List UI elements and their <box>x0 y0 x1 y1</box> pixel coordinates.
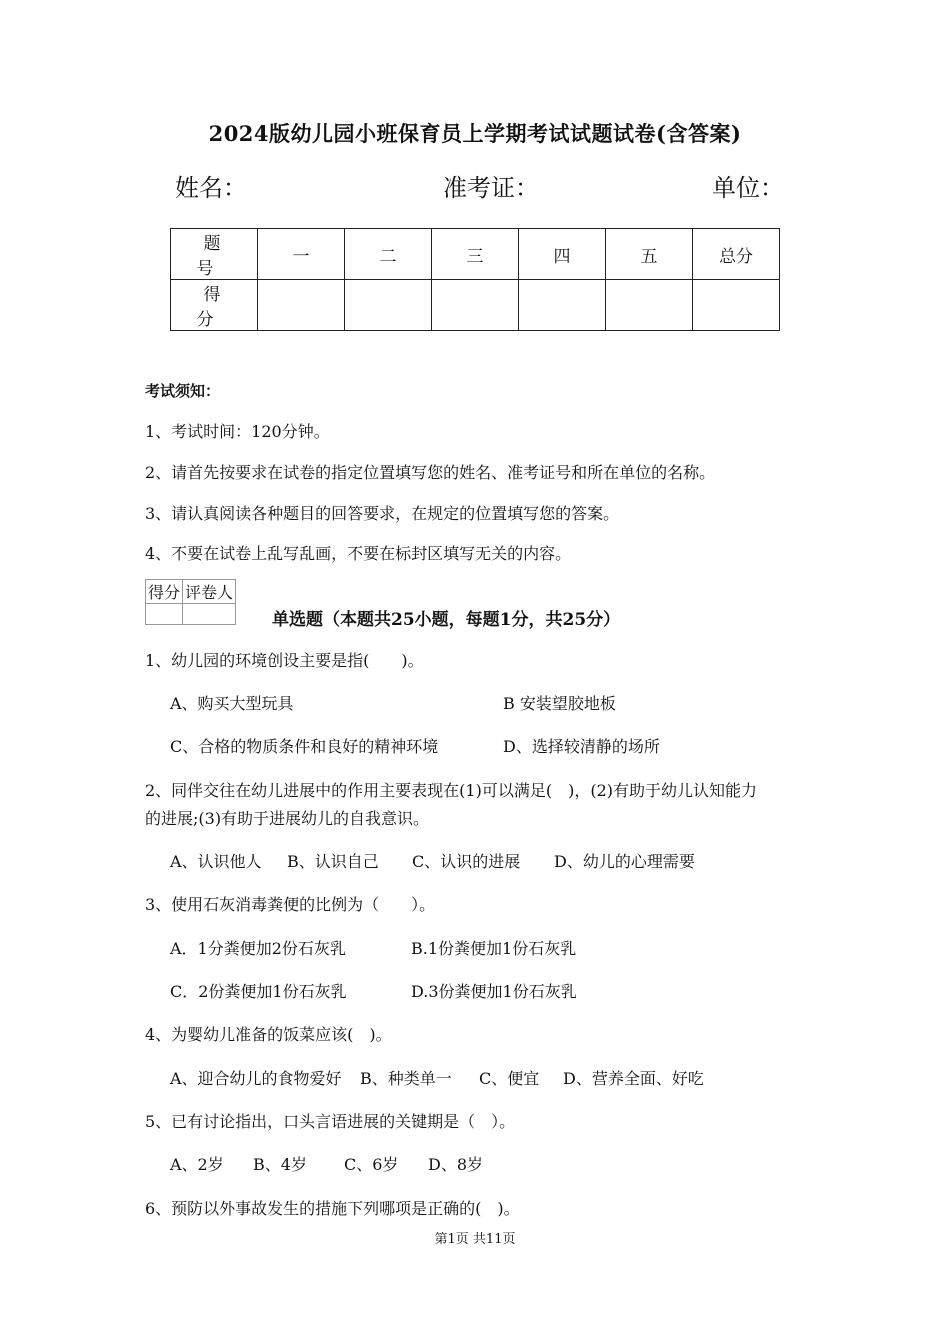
score-table-cell: 总分 <box>693 229 780 280</box>
score-table-cell: 一 <box>258 229 345 280</box>
question-option: B、认识自己 <box>287 852 379 871</box>
score-table-cell: 得 分 <box>171 280 258 331</box>
score-table-cell: 二 <box>345 229 432 280</box>
question-option: D、营养全面、好吃 <box>563 1069 704 1088</box>
notice-heading: 考试须知： <box>145 382 221 400</box>
question-option: B 安装望胶地板 <box>503 694 616 713</box>
question-option: C、认识的进展 <box>412 852 521 871</box>
score-table-cell: 三 <box>432 229 519 280</box>
score-table-cell: 四 <box>519 229 606 280</box>
notice-item: 4、不要在试卷上乱写乱画，不要在标封区填写无关的内容。 <box>145 544 572 563</box>
question-option: A．1分粪便加2份石灰乳 <box>170 939 346 958</box>
score-table-cell <box>432 280 519 331</box>
question-text: 6、预防以外事故发生的措施下列哪项是正确的( )。 <box>145 1199 520 1218</box>
question-option: C、合格的物质条件和良好的精神环境 <box>170 737 439 756</box>
grader-reviewer-label: 评卷人 <box>183 580 236 604</box>
question-text: 5、已有讨论指出，口头言语进展的关键期是（ ）。 <box>145 1112 516 1131</box>
question-option: D、选择较清静的场所 <box>503 737 660 756</box>
question-option: B、4岁 <box>253 1155 307 1174</box>
name-field-label: 姓名： <box>175 174 247 202</box>
page-footer: 第1页 共11页 <box>434 1232 516 1247</box>
question-text: 1、幼儿园的环境创设主要是指( )。 <box>145 651 424 670</box>
question-text: 2、同伴交往在幼儿进展中的作用主要表现在(1)可以满足( )，(2)有助于幼儿认知能力 <box>145 781 757 800</box>
score-table-cell: 五 <box>606 229 693 280</box>
question-option: C、便宜 <box>479 1069 540 1088</box>
question-option: C、6岁 <box>344 1155 399 1174</box>
question-option: A、购买大型玩具 <box>170 694 294 713</box>
question-option: B、种类单一 <box>360 1069 452 1088</box>
score-table-header-row <box>171 229 780 280</box>
question-option: D.3份粪便加1份石灰乳 <box>411 982 577 1001</box>
grader-score-label: 得分 <box>146 580 183 604</box>
score-table <box>170 228 780 331</box>
score-table-cell <box>345 280 432 331</box>
question-option: B.1份粪便加1份石灰乳 <box>411 939 577 958</box>
notice-item: 2、请首先按要求在试卷的指定位置填写您的姓名、准考证号和所在单位的名称。 <box>145 463 716 482</box>
page-title: 2024版幼儿园小班保育员上学期考试试题试卷(含答案) <box>208 121 742 146</box>
unit-field-label: 单位： <box>712 174 784 202</box>
question-option: D、8岁 <box>428 1155 484 1174</box>
question-text-continued: 的进展;(3)有助于进展幼儿的自我意识。 <box>145 809 430 828</box>
question-option: A、认识他人 <box>170 852 262 871</box>
notice-item: 3、请认真阅读各种题目的回答要求，在规定的位置填写您的答案。 <box>145 504 620 523</box>
grader-score-cell <box>146 604 183 625</box>
question-option: A、2岁 <box>170 1155 224 1174</box>
question-text: 4、为婴幼儿准备的饭菜应该( )。 <box>145 1025 392 1044</box>
question-option: D、幼儿的心理需要 <box>554 852 695 871</box>
section-title: 单选题（本题共25小题，每题1分，共25分） <box>272 610 621 630</box>
score-table-cell: 题 号 <box>171 229 258 280</box>
score-table-cell <box>606 280 693 331</box>
question-text: 3、使用石灰消毒粪便的比例为（ ）。 <box>145 895 436 914</box>
score-table-cell <box>693 280 780 331</box>
exam-number-field-label: 准考证： <box>443 174 539 202</box>
score-table-score-row <box>171 280 780 331</box>
score-table-cell <box>258 280 345 331</box>
grader-reviewer-cell <box>183 604 236 625</box>
question-option: A、迎合幼儿的食物爱好 <box>170 1069 342 1088</box>
grader-box <box>145 579 236 625</box>
question-option: C．2份粪便加1份石灰乳 <box>170 982 347 1001</box>
score-table-cell <box>519 280 606 331</box>
notice-item: 1、考试时间：120分钟。 <box>145 422 330 441</box>
